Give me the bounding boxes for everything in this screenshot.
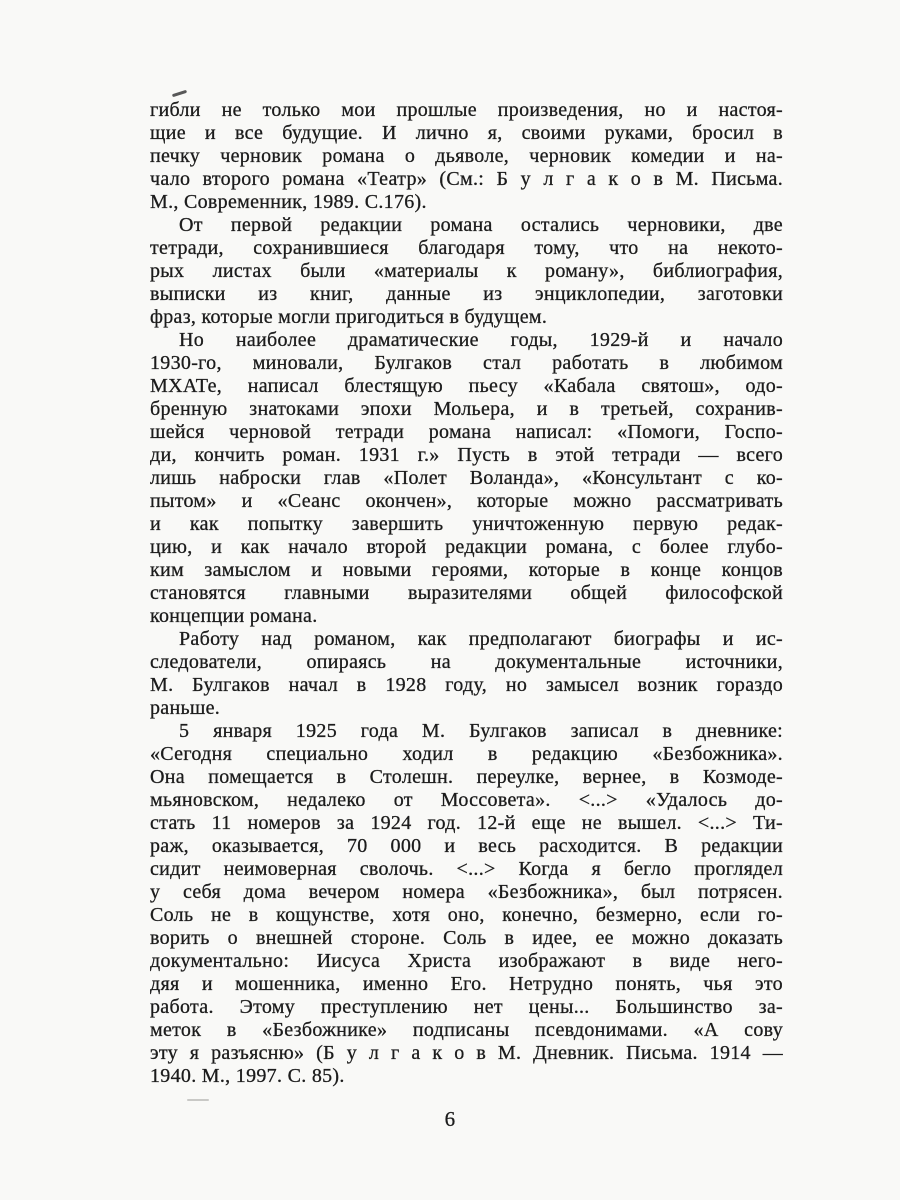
text-line: Она помещается в Столешн. переулке, вернее, в Козмоде- [150, 766, 783, 788]
page-number: 6 [444, 1107, 456, 1131]
text-line: МХАТе, написал блестящую пьесу «Кабала святош», одо- [150, 375, 783, 397]
text-line: 1940. М., 1997. С. 85). [150, 1065, 345, 1087]
text-line: лишь наброски глав «Полет Воланда», «Консультант с ко- [150, 467, 783, 489]
paragraph [150, 329, 783, 628]
text-line: 1930-го, миновали, Булгаков стал работать в любимом [150, 352, 783, 374]
text-line: меток в «Безбожнике» подписаны псевдонимами. «А сову [150, 1019, 783, 1041]
text-line: сидит неимоверная сволочь. <...> Когда я бегло проглядел [150, 858, 783, 880]
text-line: Соль не в кощунстве, хотя оно, конечно, безмерно, если го- [150, 904, 783, 926]
text-line: чало второго романа «Театр» (См.: Б у л г а к о в М. Письма. [150, 168, 783, 190]
text-line: печку черновик романа о дьяволе, черновик комедии и на- [150, 145, 783, 167]
text-line: выписки из книг, данные из энциклопедии, заготовки [150, 283, 783, 305]
scan-smudge [187, 1099, 209, 1101]
text-line: цию, и как начало второй редакции романа, с более глубо- [150, 536, 783, 558]
text-line: М., Современник, 1989. С.176). [150, 191, 427, 213]
text-line: «Сегодня специально ходил в редакцию «Безбожника». [150, 743, 783, 765]
text-line: у себя дома вечером номера «Безбожника», был потрясен. [150, 881, 783, 903]
text-line: работа. Этому преступлению нет цены... Большинство за- [150, 996, 783, 1018]
text-line: раньше. [150, 697, 221, 719]
text-line: От первой редакции романа остались черновики, две [179, 214, 783, 236]
text-line: и как попытку завершить уничтоженную первую редак- [150, 513, 783, 535]
text-line: щие и все будущие. И лично я, своими руками, бросил в [150, 122, 783, 144]
text-line: ким замыслом и новыми героями, которые в конце концов [150, 559, 783, 581]
paragraph [150, 628, 783, 720]
paragraph [150, 214, 783, 329]
text-line: мьяновском, недалеко от Моссовета». <...> «Удалось до- [150, 789, 783, 811]
text-line: М. Булгаков начал в 1928 году, но замысел возник гораздо [150, 674, 783, 696]
text-line: становятся главными выразителями общей философской [150, 582, 783, 604]
text-line: Но наиболее драматические годы, 1929-й и начало [179, 329, 783, 351]
text-line: шейся черновой тетради романа написал: «Помоги, Госпо- [150, 421, 783, 443]
paragraph [150, 720, 783, 1088]
scan-smudge [172, 90, 187, 97]
text-line: пытом» и «Сеанс окончен», которые можно рассматривать [150, 490, 783, 512]
text-line: эту я разъясню» (Б у л г а к о в М. Дневник. Письма. 1914 — [150, 1042, 783, 1064]
text-line: 5 января 1925 года М. Булгаков записал в дневнике: [179, 720, 783, 742]
text-line: следователи, опираясь на документальные источники, [150, 651, 783, 673]
text-line: документально: Иисуса Христа изображают в виде него- [150, 950, 783, 972]
text-line: концепции романа. [150, 605, 318, 627]
text-line: фраз, которые могли пригодиться в будущем. [150, 306, 548, 328]
text-line: рых листах были «материалы к роману», библиография, [150, 260, 783, 282]
text-line: дяя и мошенника, именно Его. Нетрудно понять, чья это [150, 973, 783, 995]
paragraph [150, 99, 783, 214]
text-line: тетради, сохранившиеся благодаря тому, что на некото- [150, 237, 783, 259]
text-line: ди, кончить роман. 1931 г.» Пусть в этой тетради — всего [150, 444, 783, 466]
text-line: стать 11 номеров за 1924 год. 12-й еще не вышел. <...> Ти- [150, 812, 783, 834]
page-text-column [150, 99, 783, 1088]
text-line: Работу над романом, как предполагают биографы и ис- [179, 628, 783, 650]
text-line: ворить о внешней стороне. Соль в идее, ее можно доказать [150, 927, 783, 949]
text-line: гибли не только мои прошлые произведения, но и настоя- [150, 99, 783, 121]
text-line: раж, оказывается, 70 000 и весь расходится. В редакции [150, 835, 783, 857]
text-line: бренную знатоками эпохи Мольера, и в третьей, сохранив- [150, 398, 783, 420]
